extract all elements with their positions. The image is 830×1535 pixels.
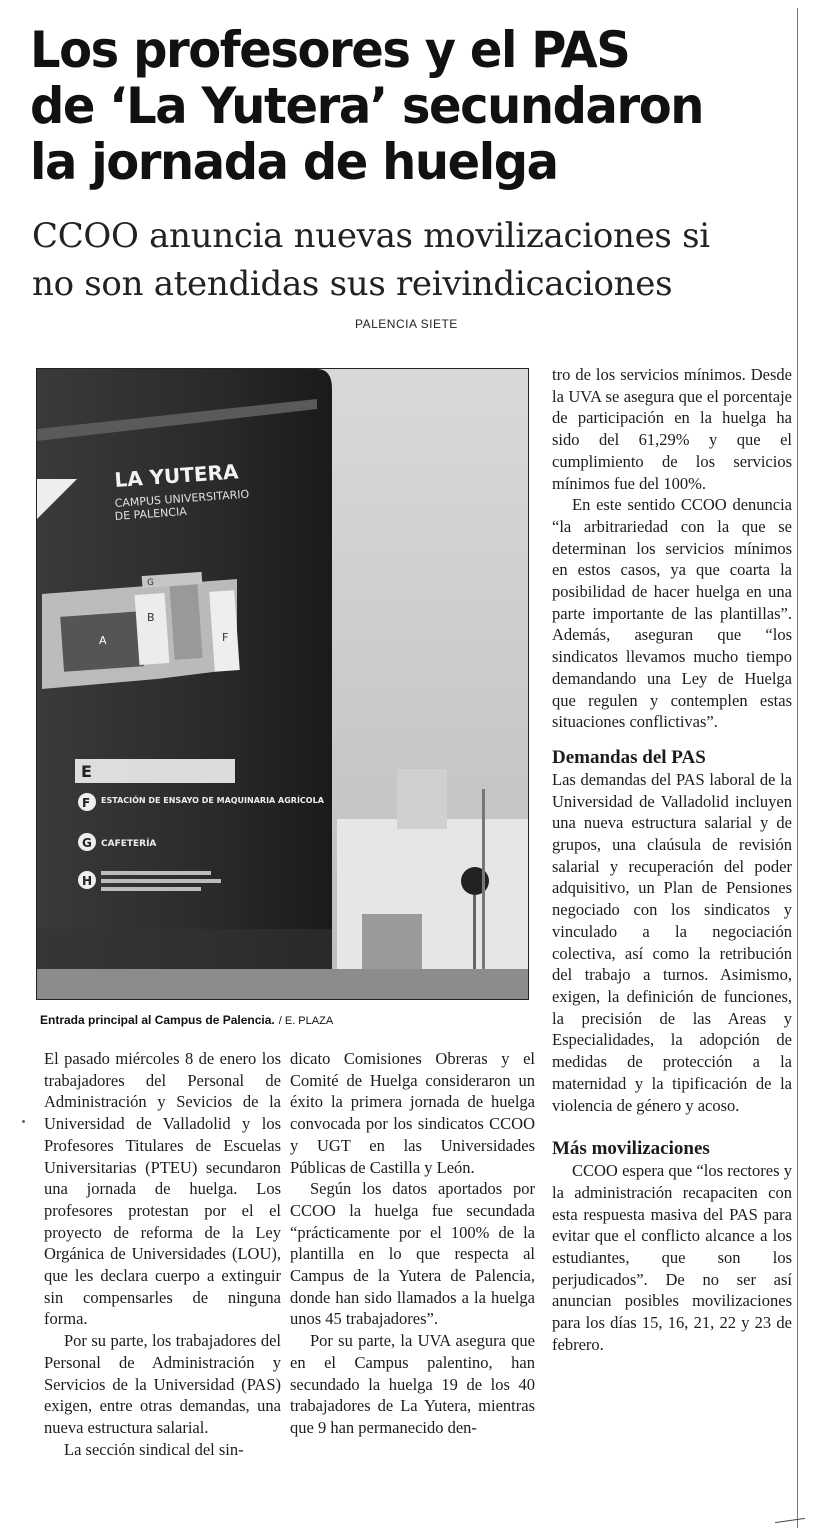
- sign-title: LA YUTERA: [113, 459, 240, 492]
- paragraph: Por su parte, los trabajadores del Personal de Administración y Servicios de la Universidad (PAS) exigen, entre otras demandas, una nueva estructura salarial.: [44, 1331, 281, 1437]
- subheadline: [32, 212, 792, 308]
- section-heading-demandas: Demandas del PAS: [552, 746, 706, 768]
- paragraph: dicato Comisiones Obreras y el Comité de Huelga consideraron un éxito la primera jornada de huelga convocada por los sindicatos CCOO y UGT en las Universidades Públicas de Castilla y León.: [290, 1049, 535, 1177]
- legend-letter-g: G: [82, 836, 92, 850]
- legend-letter-h: H: [82, 874, 93, 888]
- headline-line-1: Los profesores y el PAS: [30, 21, 630, 79]
- paragraph: Por su parte, la UVA asegura que en el Campus palentino, han secundado la huelga 19 de los 40 trabajadores de La Yutera, mientras que 9 han permanecido den-: [290, 1331, 535, 1437]
- caption-text: Entrada principal al Campus de Palencia.: [40, 1013, 275, 1027]
- paragraph: En este sentido CCOO denuncia “la arbitrariedad con la que se determinan los servicios mínimos en estos casos, ya que coarta la posibilidad de hacer huelga en una parte importante de las plantillas”. Además, aseguran que “los sindicatos llevamos mucho tiempo demandando una Ley de Huelga que regulen y contemplen estas situaciones conflictivas”.: [552, 495, 792, 732]
- article-column-2: [290, 1048, 535, 1439]
- headline-line-2: de ‘La Yutera’ secundaron: [30, 77, 703, 135]
- page-corner-mark: [775, 1518, 805, 1523]
- headline: [30, 22, 800, 190]
- sign-subtitle-2: DE PALENCIA: [114, 504, 188, 523]
- paragraph: Según los datos aportados por CCOO la huelga fue secundada “prácticamente por el 100% de la plantilla en lo que respecta al Campus de la Yutera de Palencia, donde han sido llamados a la huelga unos 45 trabajadores”.: [290, 1179, 535, 1329]
- subheadline-line-2: no son atendidas sus reivindicaciones: [32, 264, 673, 304]
- headline-line-3: la jornada de huelga: [30, 133, 558, 191]
- article-column-3: [552, 364, 792, 1356]
- map-label-f: F: [222, 631, 229, 644]
- map-label-g: G: [147, 578, 154, 588]
- paragraph: CCOO espera que “los rectores y la administración recapaciten con esta respuesta masiva del PAS para evitar que el conflicto alcance a los estudiantes, que son los perjudicados”. De no ser así anuncian posibles movilizaciones para los días 15, 16, 21, 22 y 23 de febrero.: [552, 1161, 792, 1354]
- legend-letter-f: F: [82, 796, 91, 810]
- photo-credit: / E. PLAZA: [278, 1015, 334, 1027]
- subheadline-line-1: CCOO anuncia nuevas movilizaciones si: [32, 216, 710, 256]
- paragraph: Las demandas del PAS laboral de la Universidad de Valladolid incluyen una nueva estructura salarial y de grupos, una claúsula de revisión salarial y recuperación del poder adquisitivo, un Plan de Pensiones negociado con los sindicatos y vinculado a la negociación colectiva, así como la retribución del trabajo a turnos. Asimismo, exigen, la definición de funciones, la precisión de las Areas y Especialidades, la adopción de medidas de protección a la maternidad y la tipificación de la violencia de género y acoso.: [552, 769, 792, 1115]
- legend-text-f: ESTACIÓN DE ENSAYO DE MAQUINARIA AGRÍCOLA: [101, 796, 324, 805]
- page-mark: [22, 1120, 25, 1123]
- map-label-a: A: [99, 634, 107, 647]
- paragraph: La sección sindical del sin-: [64, 1439, 244, 1459]
- paragraph: tro de los servicios mínimos. Desde la UVA se asegura que el porcentaje de participación en la huelga ha sido del 61,29% y que el cumplimiento de los servicios mínimos fue del 100%.: [552, 365, 792, 493]
- paragraph: El pasado miércoles 8 de enero los trabajadores del Personal de Administración y Sevicios de la Universidad de Valladolid y los Profesores Titulares de Escuelas Universitarias (PTEU) secundaron una jornada de huelga. Los profesores protestan por el el proyecto de reforma de la Ley Orgánica de Universidades (LOU), que les declara cuerpo a extinguir sin compensarles de ninguna forma.: [44, 1049, 281, 1329]
- legend-letter-e: E: [81, 762, 92, 781]
- byline: PALENCIA SIETE: [355, 317, 458, 331]
- legend-text-g: CAFETERÍA: [101, 839, 157, 849]
- article-photo: [36, 368, 529, 1000]
- page-edge-line: [797, 8, 798, 1528]
- sign-subtitle-1: CAMPUS UNIVERSITARIO: [114, 487, 250, 510]
- photo-caption: [40, 1013, 333, 1027]
- map-label-b: B: [147, 611, 155, 624]
- campus-sign-photo: [37, 369, 528, 999]
- article-column-1: [44, 1048, 281, 1460]
- section-heading-movilizaciones: Más movilizaciones: [552, 1138, 710, 1160]
